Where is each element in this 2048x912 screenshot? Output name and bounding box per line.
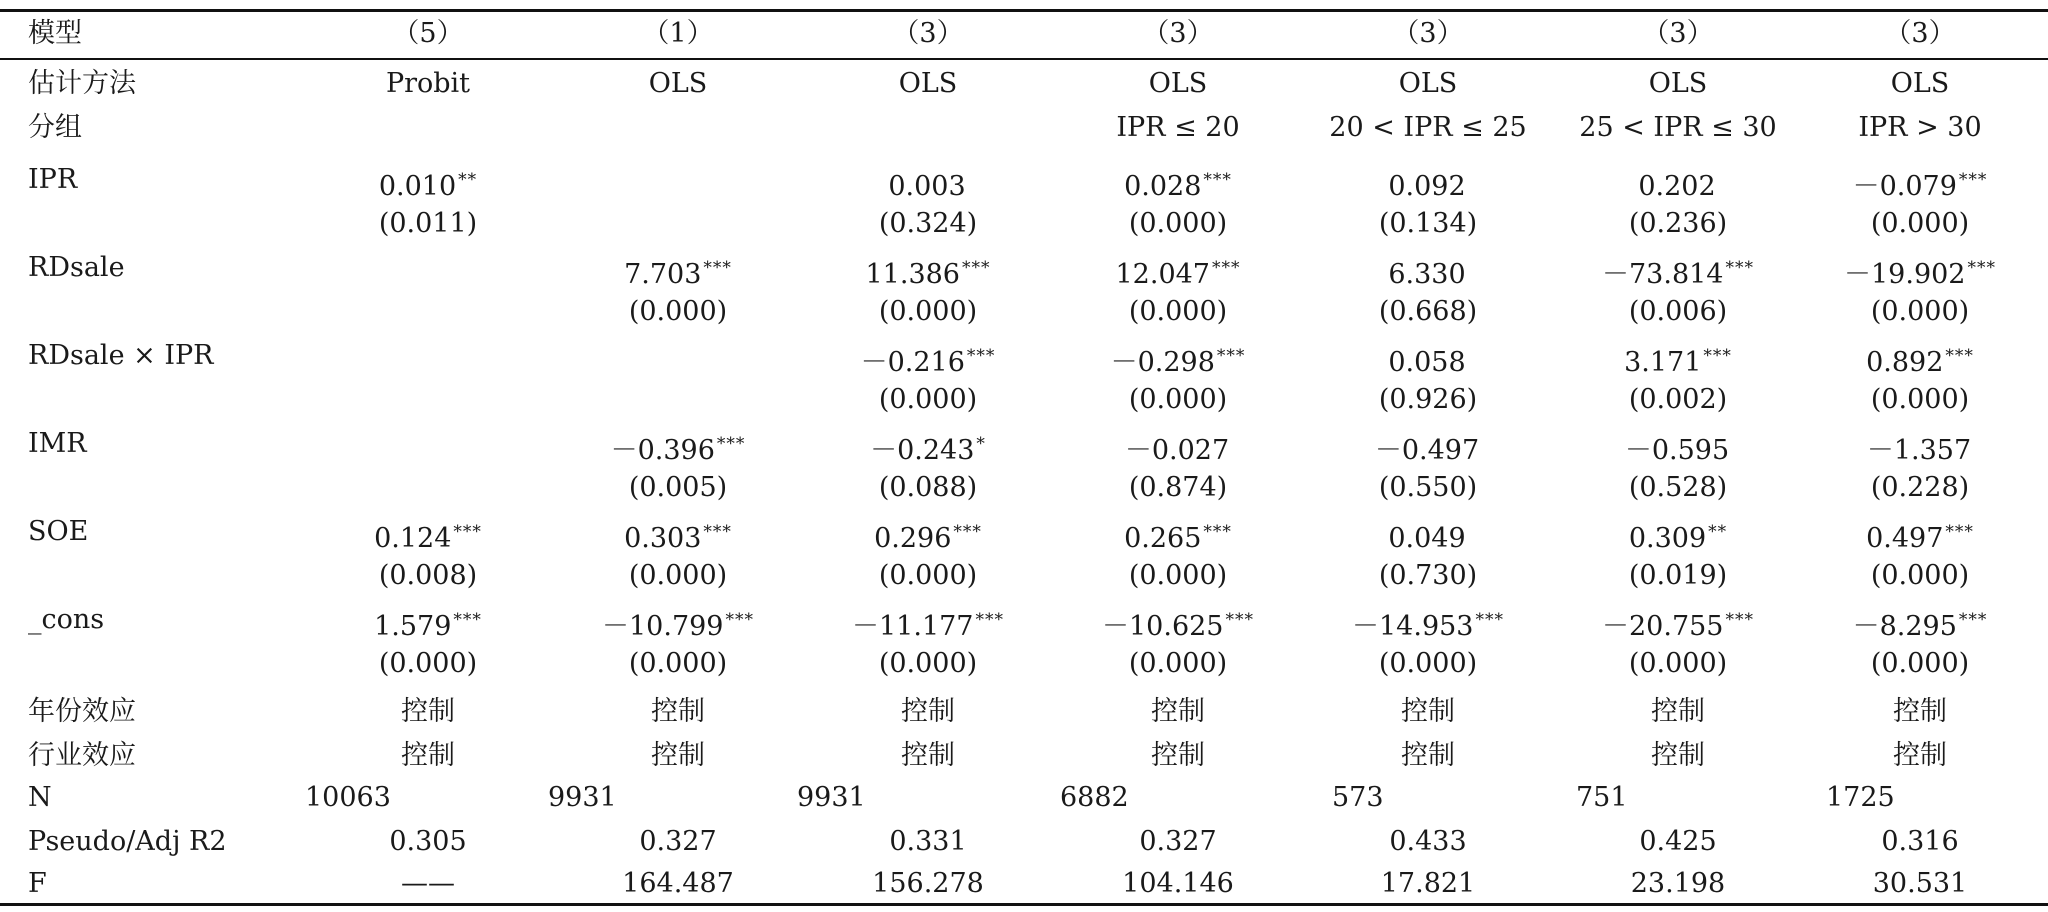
coef-value: 0.049 [1388, 523, 1466, 554]
n-col-6: 751 [1576, 782, 1628, 813]
industry-effect-col-1: 控制 [401, 740, 455, 771]
coef-value: －14.953 [1352, 611, 1474, 642]
pvalue-row [0, 642, 2048, 686]
r2-row [0, 820, 2048, 864]
header-col-6: （3） [1642, 18, 1714, 49]
industry-effect-col-2: 控制 [651, 740, 705, 771]
coef-cell [1053, 334, 1303, 378]
pvalue-cell: (0.000) [878, 384, 978, 415]
group-label: 分组 [28, 112, 82, 143]
coef-cell [1303, 598, 1553, 642]
significance-stars: *** [975, 610, 1004, 630]
coef-cell [553, 422, 803, 466]
pvalue-cell: (0.019) [1628, 560, 1728, 591]
method-col-3: OLS [898, 68, 958, 99]
coef-cell [1303, 510, 1553, 554]
coef-cell [1553, 246, 1803, 290]
significance-stars: *** [961, 258, 991, 278]
pvalue-cell: (0.000) [378, 648, 478, 679]
coef-value: 0.892 [1866, 347, 1944, 378]
n-col-2: 9931 [548, 782, 617, 813]
r2-col-1: 0.305 [389, 826, 467, 857]
coef-cell [1795, 422, 2045, 466]
coef-value: －0.298 [1110, 347, 1215, 378]
pvalue-row [0, 202, 2048, 246]
method-col-1: Probit [385, 68, 471, 99]
significance-stars: *** [703, 522, 732, 542]
pvalue-cell: (0.008) [378, 560, 478, 591]
coef-value: 6.330 [1388, 259, 1466, 290]
coef-value: 12.047 [1115, 259, 1210, 290]
coef-row [0, 334, 2048, 378]
f-col-3: 156.278 [872, 868, 984, 899]
header-col-4: （3） [1142, 18, 1214, 49]
pvalue-cell: (0.000) [1870, 208, 1970, 239]
significance-stars: *** [1211, 258, 1241, 278]
coef-cell [1303, 422, 1553, 466]
f-label: F [28, 868, 47, 899]
variable-label: _cons [28, 604, 105, 635]
pvalue-cell: (0.324) [878, 208, 978, 239]
coef-value: 0.058 [1388, 347, 1466, 378]
r2-col-3: 0.331 [889, 826, 967, 857]
coef-value: 0.003 [888, 171, 966, 202]
coef-cell [1795, 334, 2045, 378]
coef-cell [303, 422, 553, 466]
coef-value: 0.303 [624, 523, 702, 554]
header-label: 模型 [28, 18, 82, 49]
significance-stars: *** [453, 522, 482, 542]
significance-stars: *** [1725, 610, 1754, 630]
significance-stars: *** [1958, 610, 1988, 630]
coef-cell [303, 158, 553, 202]
year-effect-col-5: 控制 [1401, 696, 1455, 727]
group-col-1 [303, 106, 553, 150]
header-col-5: （3） [1392, 18, 1464, 49]
coef-value: 1.579 [374, 611, 452, 642]
coef-cell [1303, 334, 1553, 378]
pvalue-cell: (0.926) [1378, 384, 1478, 415]
pvalue-cell: (0.000) [1128, 296, 1228, 327]
coef-value: 0.010 [378, 171, 457, 202]
pvalue-cell: (0.000) [1870, 384, 1970, 415]
pvalue-cell [303, 378, 553, 422]
significance-stars: * [976, 434, 986, 454]
f-row [0, 862, 2048, 906]
n-row [0, 776, 2048, 820]
coef-cell [1053, 422, 1303, 466]
coef-value: －0.396 [610, 435, 715, 466]
pvalue-cell: (0.000) [1870, 560, 1970, 591]
variable-label: RDsale × IPR [28, 340, 214, 371]
n-col-3: 9931 [797, 782, 866, 813]
pvalue-cell: (0.134) [1378, 208, 1478, 239]
coef-value: 3.171 [1624, 347, 1702, 378]
significance-stars: *** [966, 346, 996, 366]
significance-stars: *** [716, 434, 746, 454]
header-col-7: （3） [1884, 18, 1956, 49]
method-label: 估计方法 [28, 68, 136, 99]
pvalue-cell: (0.000) [1128, 560, 1228, 591]
coef-value: 0.497 [1866, 523, 1944, 554]
significance-stars: *** [953, 522, 982, 542]
coef-cell [1553, 510, 1803, 554]
industry-effect-col-5: 控制 [1401, 740, 1455, 771]
coef-cell [553, 510, 803, 554]
coef-value: 0.296 [874, 523, 952, 554]
coef-row [0, 422, 2048, 466]
coef-cell [553, 598, 803, 642]
coef-cell [1303, 246, 1553, 290]
coef-value: －20.755 [1602, 611, 1724, 642]
coef-cell [803, 510, 1053, 554]
method-col-4: OLS [1148, 68, 1208, 99]
year-effect-label: 年份效应 [28, 696, 136, 727]
n-col-5: 573 [1332, 782, 1384, 813]
significance-stars: *** [1967, 258, 1996, 278]
group-col-4: IPR ≤ 20 [1116, 112, 1240, 143]
pvalue-cell: (0.000) [628, 648, 728, 679]
header-col-3: （3） [892, 18, 964, 49]
coef-row [0, 158, 2048, 202]
pvalue-cell: (0.000) [878, 648, 978, 679]
coef-cell [803, 422, 1053, 466]
significance-stars: ** [458, 170, 478, 190]
coef-value: －0.079 [1852, 171, 1957, 202]
coef-cell [303, 510, 553, 554]
coef-value: －8.295 [1852, 611, 1957, 642]
pvalue-cell [553, 202, 803, 246]
coef-cell [1553, 422, 1803, 466]
coef-value: 11.386 [865, 259, 960, 290]
coef-value: －11.177 [852, 611, 974, 642]
group-col-5: 20 < IPR ≤ 25 [1329, 112, 1527, 143]
f-col-6: 23.198 [1630, 868, 1726, 899]
year-effect-row [0, 690, 2048, 734]
pvalue-row [0, 378, 2048, 422]
coef-cell [553, 246, 803, 290]
year-effect-col-7: 控制 [1893, 696, 1947, 727]
year-effect-col-1: 控制 [401, 696, 455, 727]
coef-value: －0.243 [870, 435, 975, 466]
coef-cell [1053, 158, 1303, 202]
pvalue-cell: (0.000) [878, 296, 978, 327]
pvalue-cell: (0.668) [1378, 296, 1478, 327]
significance-stars: *** [1203, 170, 1232, 190]
coef-cell [803, 598, 1053, 642]
pvalue-cell: (0.000) [628, 296, 728, 327]
coef-value: 0.028 [1124, 171, 1202, 202]
coef-cell [553, 158, 803, 202]
pvalue-cell: (0.000) [1378, 648, 1478, 679]
coef-value: －73.814 [1602, 259, 1724, 290]
pvalue-row [0, 554, 2048, 598]
pvalue-cell: (0.000) [878, 560, 978, 591]
header-col-2: （1） [642, 18, 714, 49]
method-col-5: OLS [1398, 68, 1458, 99]
group-col-2 [553, 106, 803, 150]
pvalue-cell: (0.000) [1128, 384, 1228, 415]
coef-cell [1053, 246, 1303, 290]
n-label: N [28, 782, 52, 813]
coef-value: 7.703 [624, 259, 702, 290]
coef-value: －10.799 [602, 611, 724, 642]
f-col-7: 30.531 [1872, 868, 1968, 899]
coef-value: －0.027 [1124, 435, 1230, 466]
significance-stars: *** [1945, 346, 1974, 366]
coef-cell [1795, 158, 2045, 202]
method-row [0, 62, 2048, 106]
pvalue-cell: (0.000) [1128, 648, 1228, 679]
pvalue-cell: (0.000) [1128, 208, 1228, 239]
coef-value: －19.902 [1844, 259, 1966, 290]
header-col-1: （5） [392, 18, 464, 49]
coef-cell [1795, 598, 2045, 642]
group-col-6: 25 < IPR ≤ 30 [1579, 112, 1777, 143]
coef-value: －0.595 [1624, 435, 1730, 466]
pvalue-cell: (0.000) [1628, 648, 1728, 679]
coef-cell [1053, 598, 1303, 642]
pvalue-cell: (0.874) [1128, 472, 1228, 503]
pvalue-cell: (0.236) [1628, 208, 1728, 239]
pvalue-row [0, 290, 2048, 334]
group-row [0, 106, 2048, 150]
coef-row [0, 510, 2048, 554]
industry-effect-label: 行业效应 [28, 740, 136, 771]
pvalue-cell: (0.000) [1870, 648, 1970, 679]
coef-cell [1553, 334, 1803, 378]
year-effect-col-3: 控制 [901, 696, 955, 727]
significance-stars: *** [725, 610, 754, 630]
r2-col-7: 0.316 [1881, 826, 1959, 857]
method-col-7: OLS [1890, 68, 1950, 99]
significance-stars: *** [1703, 346, 1732, 366]
significance-stars: *** [1216, 346, 1246, 366]
pvalue-cell [553, 378, 803, 422]
coef-value: －0.216 [860, 347, 965, 378]
significance-stars: *** [1225, 610, 1254, 630]
significance-stars: *** [1725, 258, 1754, 278]
industry-effect-col-6: 控制 [1651, 740, 1705, 771]
f-col-4: 104.146 [1122, 868, 1234, 899]
coef-row [0, 246, 2048, 290]
f-col-1: —— [401, 868, 455, 899]
pvalue-cell: (0.006) [1628, 296, 1728, 327]
industry-effect-row [0, 734, 2048, 778]
significance-stars: ** [1708, 522, 1728, 542]
variable-label: RDsale [28, 252, 125, 283]
coef-cell [1795, 246, 2045, 290]
group-col-3 [803, 106, 1053, 150]
coef-cell [553, 334, 803, 378]
year-effect-col-4: 控制 [1151, 696, 1205, 727]
pvalue-cell: (0.088) [878, 472, 978, 503]
pvalue-cell: (0.228) [1870, 472, 1970, 503]
pvalue-cell: (0.550) [1378, 472, 1478, 503]
coef-cell [1303, 158, 1553, 202]
pvalue-row [0, 466, 2048, 510]
significance-stars: *** [453, 610, 482, 630]
coef-value: －1.357 [1866, 435, 1972, 466]
industry-effect-col-4: 控制 [1151, 740, 1205, 771]
coef-value: 0.124 [374, 523, 452, 554]
table-header-row [0, 12, 2048, 56]
significance-stars: *** [1203, 522, 1232, 542]
r2-col-6: 0.425 [1639, 826, 1717, 857]
coef-row [0, 598, 2048, 642]
variable-label: IMR [28, 428, 87, 459]
coef-cell [1795, 510, 2045, 554]
pvalue-cell: (0.000) [1870, 296, 1970, 327]
pvalue-cell: (0.011) [378, 208, 478, 239]
group-col-7: IPR > 30 [1858, 112, 1982, 143]
method-col-6: OLS [1648, 68, 1708, 99]
industry-effect-col-3: 控制 [901, 740, 955, 771]
coef-cell [1553, 158, 1803, 202]
coef-value: －0.497 [1374, 435, 1480, 466]
table-header-rule [0, 58, 2048, 60]
coef-cell [1053, 510, 1303, 554]
significance-stars: *** [1958, 170, 1988, 190]
variable-label: IPR [28, 164, 78, 195]
r2-col-5: 0.433 [1389, 826, 1467, 857]
pvalue-cell [303, 290, 553, 334]
pvalue-cell: (0.000) [628, 560, 728, 591]
significance-stars: *** [1475, 610, 1504, 630]
coef-cell [303, 246, 553, 290]
coef-cell [303, 334, 553, 378]
r2-col-2: 0.327 [639, 826, 717, 857]
coef-value: 0.202 [1638, 171, 1716, 202]
variable-label: SOE [28, 516, 89, 547]
significance-stars: *** [1945, 522, 1974, 542]
method-col-2: OLS [648, 68, 708, 99]
n-col-7: 1725 [1826, 782, 1895, 813]
coef-cell [803, 246, 1053, 290]
r2-label: Pseudo/Adj R2 [28, 826, 227, 857]
coef-value: 0.092 [1388, 171, 1466, 202]
pvalue-cell: (0.528) [1628, 472, 1728, 503]
coef-cell [303, 598, 553, 642]
pvalue-cell: (0.005) [628, 472, 728, 503]
pvalue-cell: (0.730) [1378, 560, 1478, 591]
n-col-1: 10063 [305, 782, 391, 813]
coef-cell [803, 334, 1053, 378]
year-effect-col-2: 控制 [651, 696, 705, 727]
r2-col-4: 0.327 [1139, 826, 1217, 857]
industry-effect-col-7: 控制 [1893, 740, 1947, 771]
coef-value: 0.265 [1124, 523, 1202, 554]
coef-cell [1553, 598, 1803, 642]
coef-value: 0.309 [1628, 523, 1707, 554]
coef-value: －10.625 [1102, 611, 1224, 642]
significance-stars: *** [703, 258, 732, 278]
pvalue-cell: (0.002) [1628, 384, 1728, 415]
f-col-5: 17.821 [1380, 868, 1476, 899]
coef-cell [803, 158, 1053, 202]
year-effect-col-6: 控制 [1651, 696, 1705, 727]
n-col-4: 6882 [1060, 782, 1129, 813]
pvalue-cell [303, 466, 553, 510]
f-col-2: 164.487 [622, 868, 734, 899]
